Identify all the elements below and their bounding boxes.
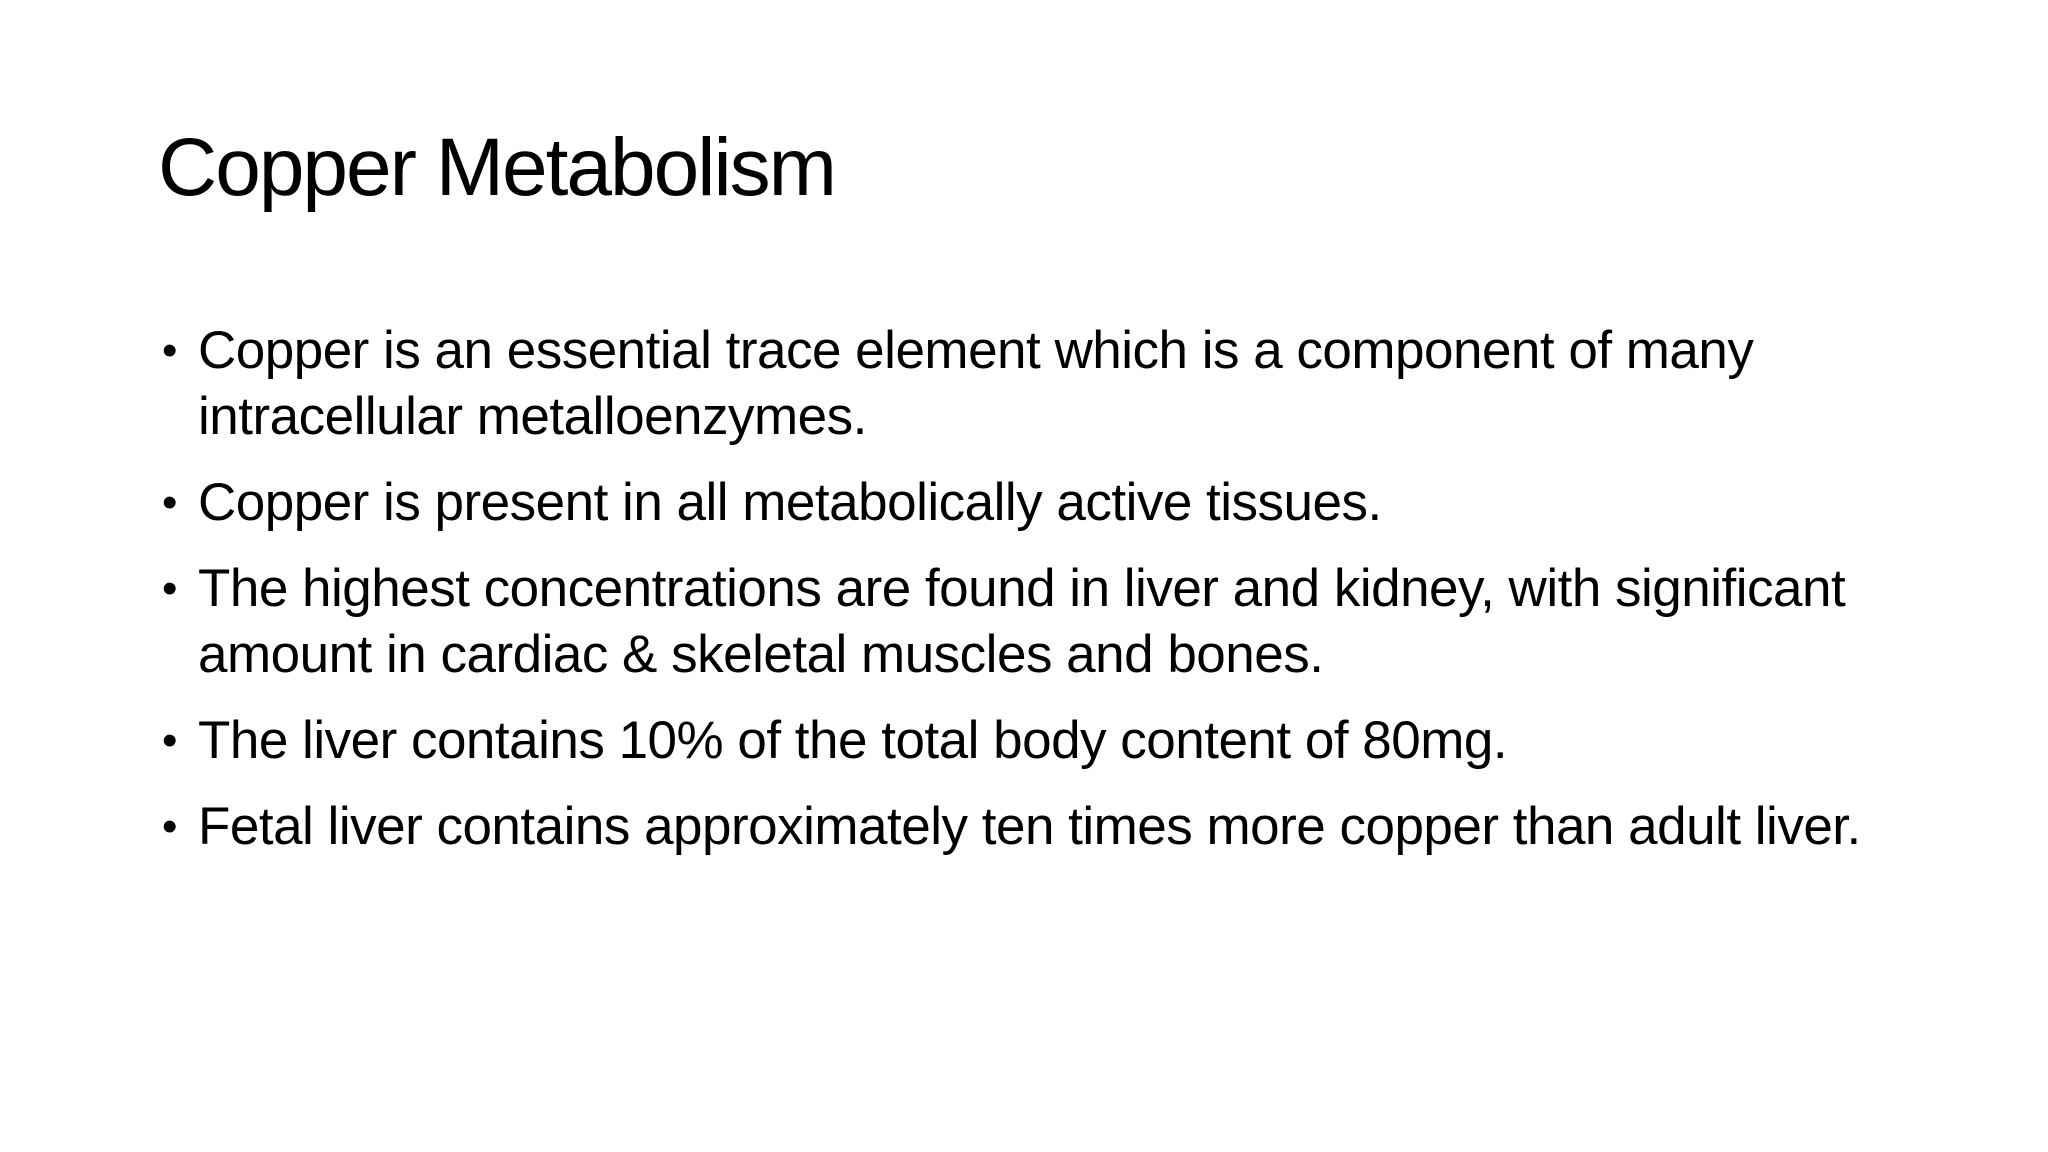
bullet-item: [158, 470, 1898, 536]
bullet-icon: •: [162, 716, 177, 765]
bullet-text: Fetal liver contains approximately ten times more copper than adult liver.: [198, 797, 1861, 856]
bullet-item: [158, 708, 1898, 774]
slide-title: Copper Metabolism: [158, 122, 835, 213]
bullet-text: Copper is an essential trace element which is a component of many intracellular metalloenzymes.: [198, 321, 1754, 446]
bullet-icon: •: [162, 478, 177, 527]
bullet-icon: •: [162, 802, 177, 851]
bullet-item: [158, 556, 1898, 688]
bullet-text: Copper is present in all metabolically active tissues.: [198, 473, 1382, 532]
bullet-text: The liver contains 10% of the total body content of 80mg.: [198, 711, 1508, 770]
bullet-list: [158, 318, 1898, 880]
bullet-item: [158, 318, 1898, 450]
bullet-text: The highest concentrations are found in liver and kidney, with significant amount in cardiac & skeletal muscles and bones.: [198, 559, 1846, 684]
bullet-icon: •: [162, 564, 177, 613]
bullet-item: [158, 794, 1898, 860]
bullet-icon: •: [162, 326, 177, 375]
